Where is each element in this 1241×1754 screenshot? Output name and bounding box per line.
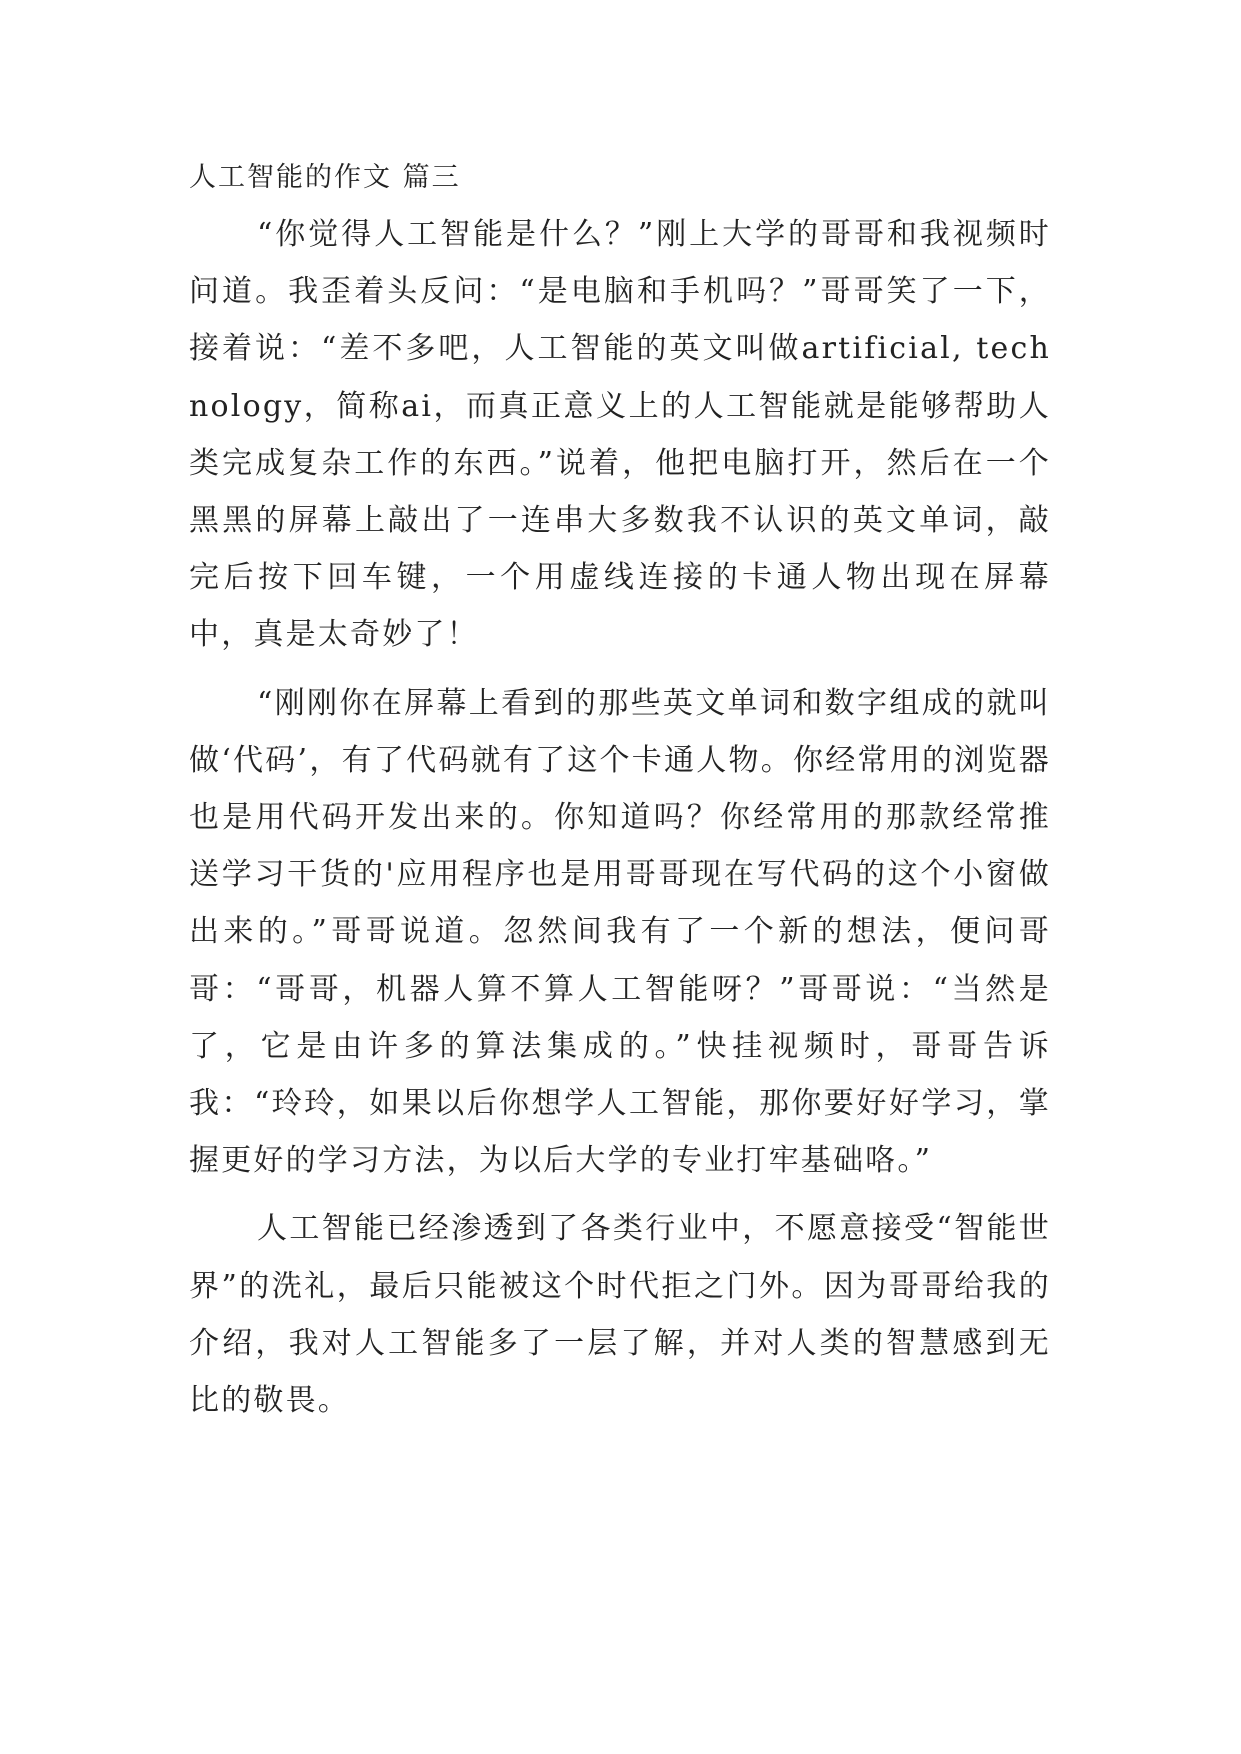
document-page [189, 158, 1051, 1440]
paragraph-1: “你觉得人工智能是什么？”刚上大学的哥哥和我视频时问道。我歪着头反问：“是电脑和手机吗？”哥哥笑了一下，接着说：“差不多吧，人工智能的英文叫做artificial, technology，简称ai，而真正意义上的人工智能就是能够帮助人类完成复杂工作的东西。”说着，他把电脑打开，然后在一个黑黑的屏幕上敲出了一连串大多数我不认识的英文单词，敲完后按下回车键，一个用虚线连接的卡通人物出现在屏幕中，真是太奇妙了！ [189, 217, 1051, 653]
paragraph-2: “刚刚你在屏幕上看到的那些英文单词和数字组成的就叫做‘代码’，有了代码就有了这个卡通人物。你经常用的浏览器也是用代码开发出来的。你知道吗？你经常用的那款经常推送学习干货的'应用程序也是用哥哥现在写代码的这个小窗做出来的。”哥哥说道。忽然间我有了一个新的想法，便问哥哥：“哥哥，机器人算不算人工智能呀？”哥哥说：“当然是了，它是由许多的算法集成的。”快挂视频时，哥哥告诉我：“玲玲，如果以后你想学人工智能，那你要好好学习，掌握更好的学习方法，为以后大学的专业打牢基础咯。” [189, 685, 1051, 1179]
document-title: 人工智能的作文 篇三 [189, 162, 461, 193]
paragraph-3: 人工智能已经渗透到了各类行业中，不愿意接受“智能世界”的洗礼，最后只能被这个时代拒之门外。因为哥哥给我的介绍，我对人工智能多了一层了解，并对人类的智慧感到无比的敬畏。 [189, 1211, 1051, 1419]
